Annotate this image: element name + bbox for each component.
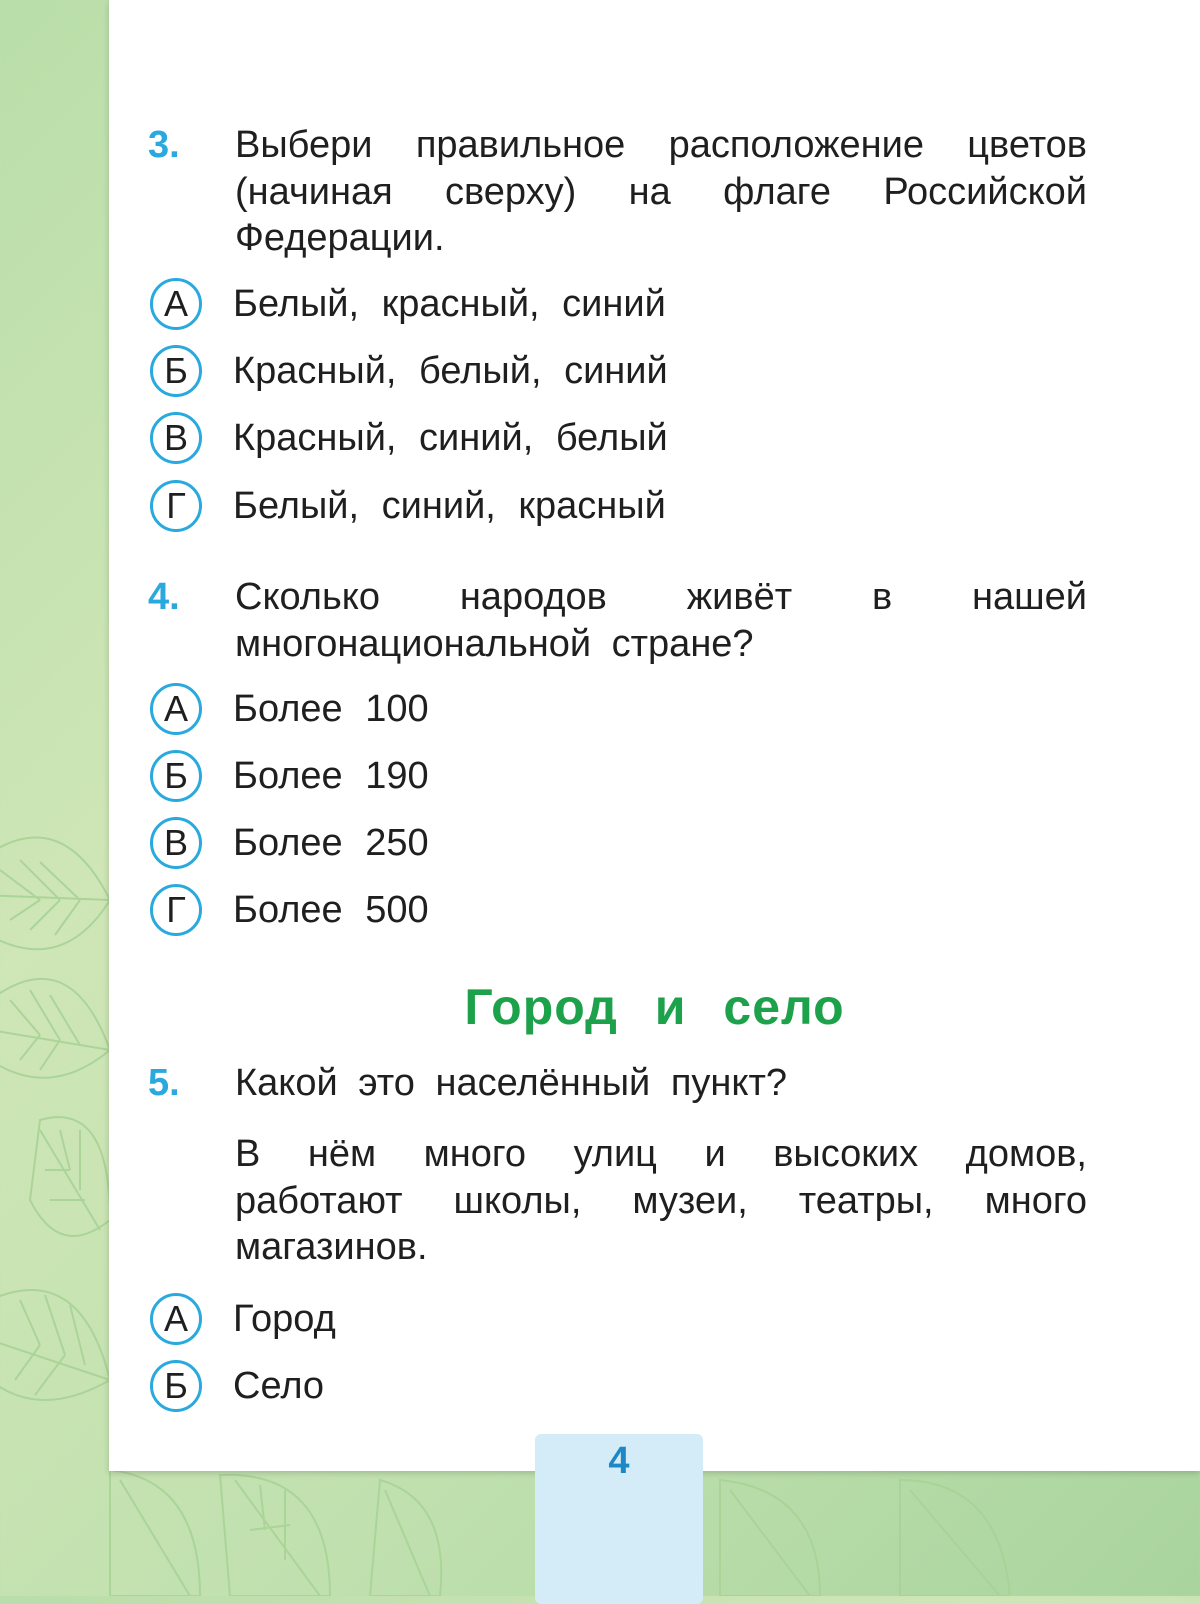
question-3-text: Выбери правильное расположение цветов (начиная сверху) на флаге Российской Федерации. (235, 124, 1087, 259)
question-3-option-a[interactable] (150, 275, 850, 333)
option-text: Красный, синий, белый (233, 416, 668, 459)
question-4-option-a[interactable] (150, 680, 850, 738)
option-letter-circle: А (150, 1293, 202, 1345)
option-letter-circle: В (150, 412, 202, 464)
question-3-option-b[interactable] (150, 342, 850, 400)
question-5-number: 5. (148, 1062, 180, 1104)
question-4-text: Сколько народов живёт в нашей многонациональной стране? (235, 576, 1087, 665)
option-letter-circle: А (150, 683, 202, 735)
question-4-option-d[interactable] (150, 881, 850, 939)
question-5-option-a[interactable] (150, 1290, 850, 1348)
option-letter-circle: Г (150, 480, 202, 532)
option-letter-circle: Б (150, 1360, 202, 1412)
question-5-text: Какой это населённый пункт? (235, 1062, 787, 1104)
question-3-option-c[interactable] (150, 409, 850, 467)
option-text: Город (233, 1297, 336, 1340)
question-4-option-c[interactable] (150, 814, 850, 872)
option-text: Более 250 (233, 821, 429, 864)
option-text: Более 500 (233, 888, 429, 931)
question-4-number: 4. (148, 576, 180, 618)
option-letter-circle: Б (150, 345, 202, 397)
question-5-description: В нём много улиц и высоких домов, работают школы, музеи, театры, много магазинов. (235, 1133, 1087, 1268)
section-heading: Город и село (464, 979, 845, 1035)
option-letter-circle: Г (150, 884, 202, 936)
option-letter-circle: А (150, 278, 202, 330)
option-text: Более 100 (233, 687, 429, 730)
option-text: Белый, синий, красный (233, 484, 666, 527)
question-5-option-b[interactable] (150, 1357, 850, 1415)
option-text: Село (233, 1364, 325, 1407)
question-3-number: 3. (148, 124, 180, 166)
option-text: Красный, белый, синий (233, 349, 668, 392)
question-4-option-b[interactable] (150, 747, 850, 805)
page-number: 4 (608, 1440, 630, 1482)
option-letter-circle: В (150, 817, 202, 869)
question-3-option-d[interactable] (150, 477, 850, 535)
option-text: Более 190 (233, 754, 429, 797)
option-text: Белый, красный, синий (233, 282, 666, 325)
option-letter-circle: Б (150, 750, 202, 802)
